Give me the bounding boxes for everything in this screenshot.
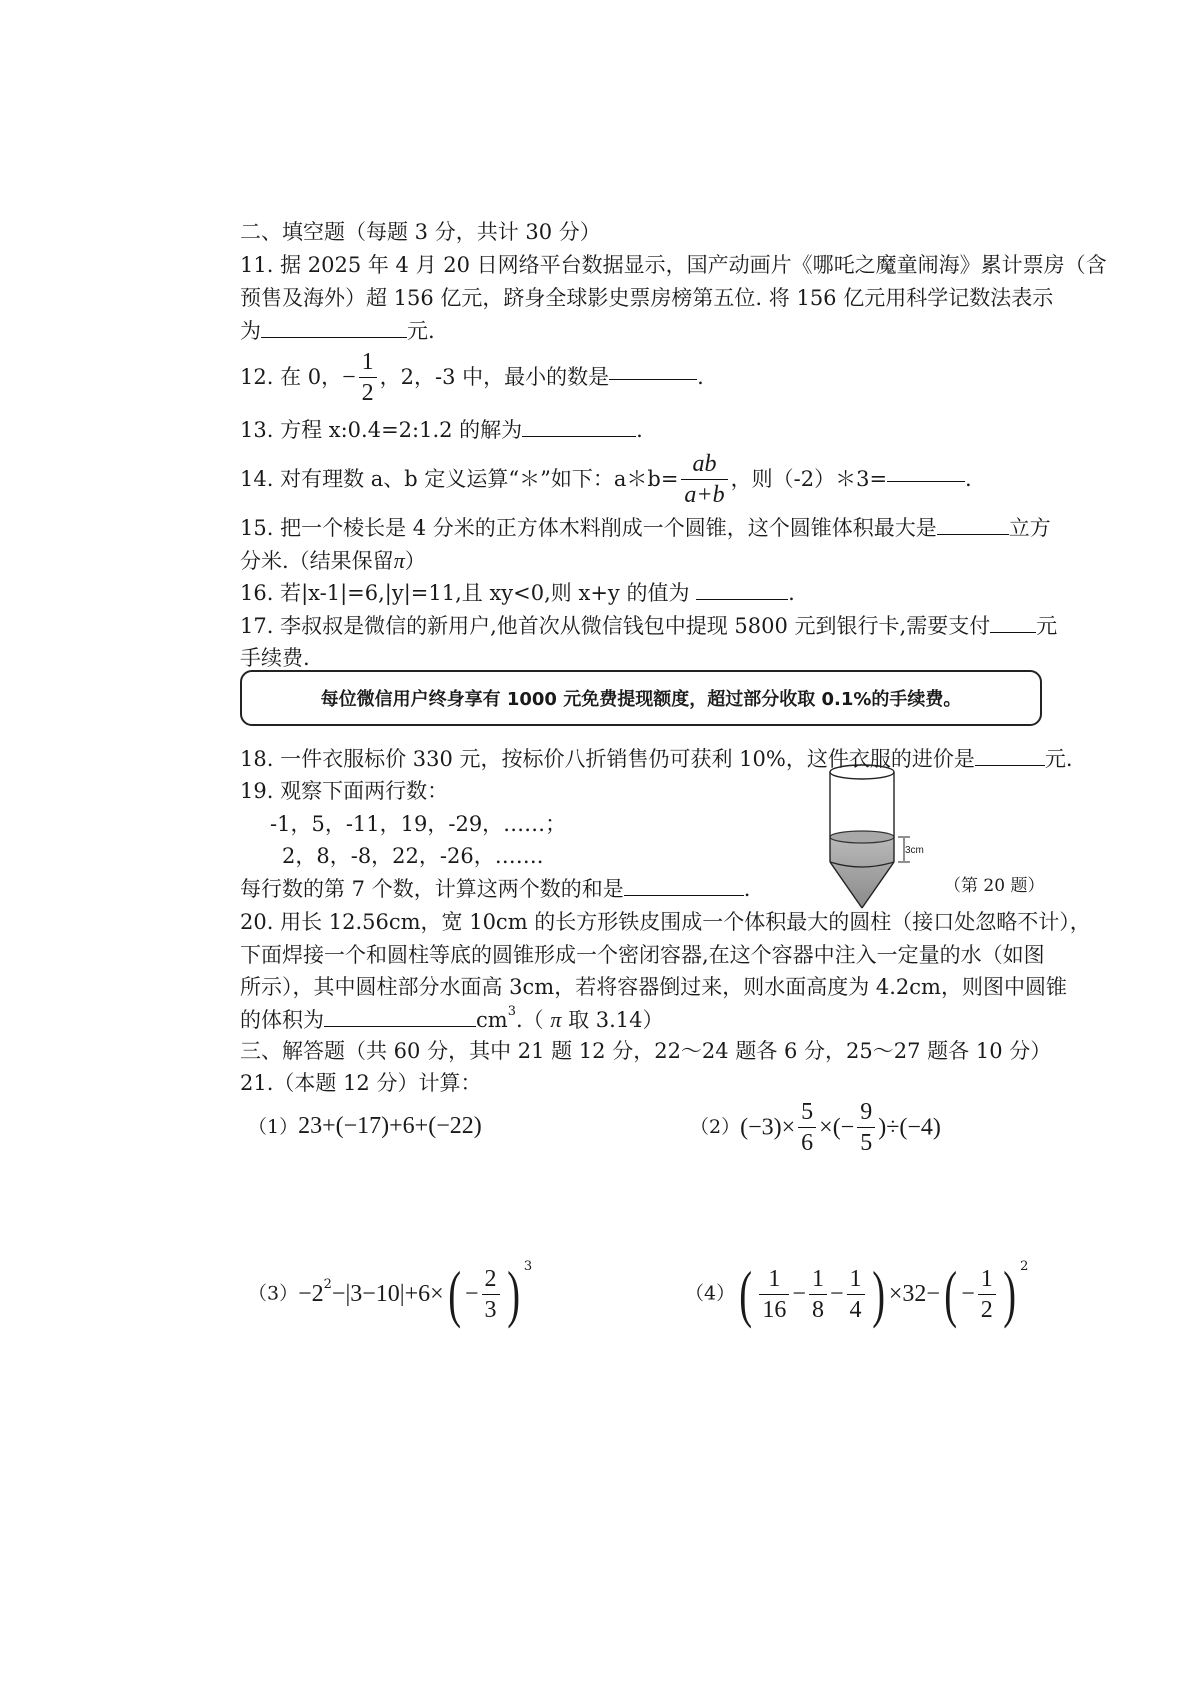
q15-line2-post: ） [404, 549, 426, 573]
q21-p4-frac1 [759, 1267, 789, 1322]
q11-line1: 11. 据 2025 年 4 月 20 日网络平台数据显示，国产动画片《哪吒之魔童闹海》累计票房（含 [240, 253, 1107, 277]
q21-p1-label: （1） [248, 1116, 299, 1138]
q17-line1-pre: 17. 李叔叔是微信的新用户,他首次从微信钱包中提现 5800 元到银行卡,需要支付 [240, 614, 991, 638]
q15-line1 [240, 518, 1051, 539]
q21-p3-a: −2 [298, 1281, 324, 1307]
q21-p4-frac3-num: 1 [847, 1267, 865, 1295]
q19-row1: -1，5，-11，19，-29，……； [270, 812, 567, 836]
q14-answer-blank[interactable] [887, 477, 965, 482]
q12 [240, 350, 704, 405]
q11-line3 [240, 321, 435, 342]
q20-line2: 下面焊接一个和圆柱等底的圆锥形成一个密闭容器,在这个容器中注入一定量的水（如图 [240, 943, 1045, 967]
q19-line4 [240, 879, 750, 900]
q21-p3-a-sup: 2 [323, 1276, 332, 1292]
q20-unit: cm [476, 1008, 508, 1032]
q14-frac-num: ab [681, 452, 727, 480]
q13 [240, 420, 643, 441]
q15-line1-post: 立方 [1008, 516, 1051, 540]
q21-p2-frac1-den: 6 [801, 1130, 814, 1156]
q21-p4-frac2-num: 1 [809, 1267, 827, 1295]
q15-line1-pre: 15. 把一个棱长是 4 分米的正方体木料削成一个圆锥，这个圆锥体积最大是 [240, 516, 937, 540]
q11-line2: 预售及海外）超 156 亿元，跻身全球影史票房榜第五位. 将 156 亿元用科学记数法表示 [240, 286, 1054, 310]
q21-p4-label: （4） [685, 1282, 736, 1305]
q12-post: ，2，-3 中，最小的数是 [379, 365, 610, 389]
q21-p4-frac4-num: 1 [978, 1267, 996, 1295]
q21-p2-c: )÷(−4) [878, 1114, 941, 1141]
q17-line1 [240, 616, 1057, 637]
q21-p3-frac-num: 2 [482, 1267, 500, 1295]
q21-p3-neg: − [464, 1281, 479, 1307]
q20-line4-mid: .（ [515, 1008, 544, 1032]
q21-p2-label: （2） [690, 1116, 741, 1138]
q21-part1 [248, 1114, 482, 1138]
q13-end: . [636, 418, 643, 442]
q18-answer-blank[interactable] [975, 761, 1045, 766]
q14 [240, 452, 972, 507]
q21-part2 [690, 1100, 941, 1155]
q21-p4-frac4 [978, 1267, 996, 1322]
q11-line3-post: 元. [407, 319, 435, 343]
q21-p2-frac2-den: 5 [860, 1130, 873, 1156]
q20-line1: 20. 用长 12.56cm，宽 10cm 的长方形铁皮围成一个体积最大的圆柱（接口处忽略不计）， [240, 910, 1091, 934]
q12-end: . [697, 365, 704, 389]
q21-p4-neg: − [961, 1281, 975, 1307]
q14-fraction [681, 452, 727, 507]
q20-container-figure [820, 762, 930, 912]
figure20-caption: （第 20 题） [944, 876, 1045, 896]
q14-end: . [965, 467, 972, 491]
q20-line4-pre: 的体积为 [240, 1008, 324, 1032]
q16-pre: 16. 若|x-1|=6,|y|=11,且 xy<0,则 x+y 的值为 [240, 581, 690, 605]
q21-p2-frac1 [798, 1100, 816, 1155]
dim-label: 3cm [905, 845, 924, 856]
q19-line4-pre: 每行数的第 7 个数，计算这两个数的和是 [240, 877, 624, 901]
q19-row2: 2，8，-8，22，-26，……. [282, 844, 544, 868]
q21-p2-a: (−3)× [740, 1114, 796, 1141]
q11-answer-blank[interactable] [261, 333, 407, 338]
q21-title: 21.（本题 12 分）计算： [240, 1071, 482, 1095]
q20-line4 [240, 1004, 664, 1032]
q19-line4-end: . [743, 877, 751, 901]
q16-answer-blank[interactable] [696, 595, 788, 600]
q16-end: . [788, 581, 795, 605]
water-fill [830, 837, 894, 908]
q20-line3: 所示），其中圆柱部分水面高 3cm，若将容器倒过来，则水面高度为 4.2cm，则图中圆锥 [240, 975, 1067, 999]
q19-line1: 19. 观察下面两行数： [240, 779, 449, 803]
q15-pi: π [393, 548, 405, 573]
q20-line4-post: 取 3.14） [568, 1008, 664, 1032]
water-surface [830, 831, 894, 843]
q13-pre: 13. 方程 x:0.4=2:1.2 的解为 [240, 418, 523, 442]
q11-line3-pre: 为 [240, 319, 261, 343]
q18-pre: 18. 一件衣服标价 330 元，按标价八折销售仍可获利 10%，这件衣服的进价是 [240, 747, 975, 771]
q21-p4-minus2: − [829, 1281, 844, 1307]
q20-unit-sup: 3 [507, 1004, 516, 1019]
q21-p3-lparen: ( [447, 1258, 461, 1329]
q21-p4-frac1-num: 1 [759, 1267, 789, 1295]
section-3-title: 三、解答题（共 60 分，其中 21 题 12 分，22～24 题各 6 分，25～27 题各 10 分） [240, 1039, 1052, 1063]
q21-p3-b: −|3−10|+6× [331, 1281, 444, 1307]
q18-post: 元. [1044, 747, 1073, 771]
q15-line2 [240, 550, 426, 572]
q13-answer-blank[interactable] [522, 432, 636, 437]
q21-p4-b: ×32− [888, 1281, 940, 1307]
q21-p4-frac1-den: 16 [762, 1296, 787, 1323]
q17-note-text: 每位微信用户终身享有 1000 元免费提现额度，超过部分收取 0.1%的手续费。 [320, 689, 962, 710]
q14-post: ，则（-2）＊3= [730, 467, 888, 491]
q20-answer-blank[interactable] [324, 1022, 476, 1027]
q21-p3-frac [482, 1267, 500, 1322]
cylinder-top [830, 765, 894, 779]
q21-p4-frac2 [809, 1267, 827, 1322]
q21-part3 [248, 1258, 533, 1329]
q21-p4-rparen1: ) [871, 1258, 885, 1329]
q21-p4-frac4-den: 2 [980, 1296, 993, 1323]
q21-p4-frac3-den: 4 [849, 1296, 862, 1323]
q21-p4-minus1: − [792, 1281, 806, 1307]
q21-p2-frac1-num: 5 [798, 1100, 816, 1128]
q17-line1-post: 元 [1036, 614, 1058, 638]
q12-pre: 12. 在 0， [240, 365, 343, 389]
q21-p4-frac2-den: 8 [811, 1296, 824, 1323]
q21-p2-frac2-num: 9 [857, 1100, 875, 1128]
q21-p3-frac-den: 3 [484, 1296, 497, 1323]
q17-line2: 手续费. [240, 646, 310, 670]
q12-neg-sign: − [342, 364, 356, 391]
q21-p4-sup: 2 [1020, 1259, 1029, 1274]
q12-frac-num: 1 [359, 350, 377, 378]
q20-pi: π [550, 1007, 562, 1032]
q21-p4-lparen1: ( [739, 1258, 753, 1329]
q21-p3-sup: 3 [523, 1259, 533, 1274]
q15-answer-blank[interactable] [937, 530, 1009, 535]
section-2-title: 二、填空题（每题 3 分，共计 30 分） [240, 220, 601, 244]
q21-p4-lparen2: ( [944, 1258, 957, 1329]
q21-p2-b: ×(− [819, 1114, 855, 1141]
q21-p1-expr: 23+(−17)+6+(−22) [298, 1113, 482, 1139]
q12-answer-blank[interactable] [609, 375, 697, 380]
q14-pre: 14. 对有理数 a、b 定义运算“＊”如下：a＊b= [240, 467, 679, 491]
q21-p4-rparen2: ) [1003, 1258, 1016, 1329]
q17-answer-blank[interactable] [990, 628, 1036, 633]
q14-frac-den: a+b [684, 482, 725, 508]
q21-p3-rparen: ) [506, 1258, 520, 1329]
q12-frac-den: 2 [361, 380, 374, 406]
q18 [240, 749, 1073, 770]
q16 [240, 583, 795, 604]
q21-p2-frac2 [857, 1100, 875, 1155]
q12-fraction [359, 350, 377, 405]
q17-note-box [240, 670, 1042, 726]
q21-part4 [685, 1258, 1029, 1329]
q19-answer-blank[interactable] [624, 891, 744, 896]
q15-line2-pre: 分米.（结果保留 [240, 549, 394, 573]
q21-p3-label: （3） [248, 1282, 299, 1305]
q21-p4-frac3 [847, 1267, 865, 1322]
